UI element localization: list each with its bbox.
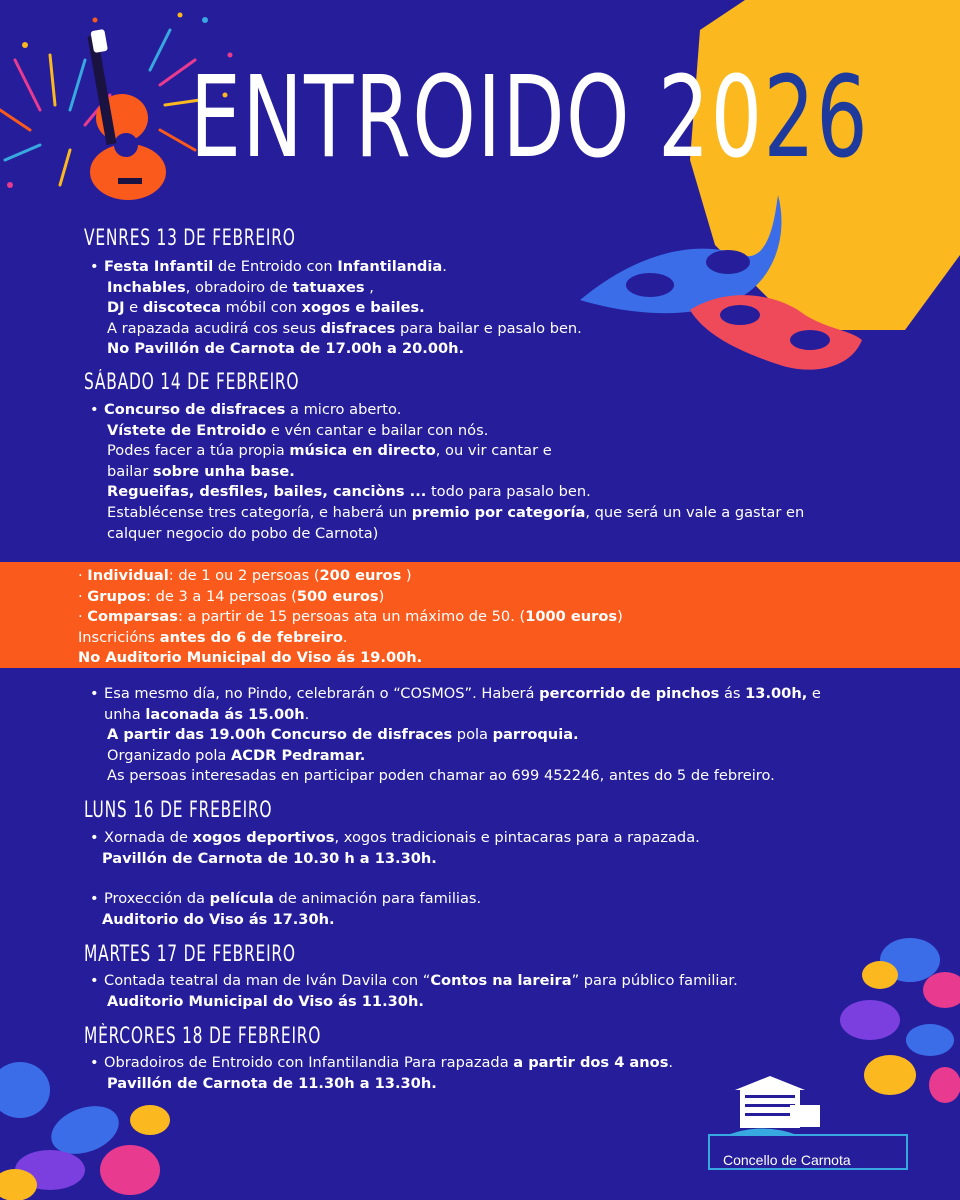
mercores-line-1: • Obradoiros de Entroido con Infantilandia Para rapazada a partir dos 4 anos. (104, 1053, 673, 1074)
categories-block (78, 566, 623, 669)
cosmos-line-2: unha laconada ás 15.00h. (104, 705, 310, 723)
venres-block (104, 257, 582, 360)
luns-line-3: • Proxección da película de animación para familias. (104, 889, 700, 910)
venres-line-4: A rapazada acudirá cos seus disfraces para bailar e pasalo ben. (107, 319, 582, 337)
sabado-line-6: Establécense tres categoría, e haberá un premio por categoría, que será un vale a gastar en (107, 503, 805, 521)
martes-block (104, 971, 738, 1012)
heading-martes: MARTES 17 DE FEBREIRO (84, 942, 296, 967)
color-splash-right-icon (840, 938, 960, 1103)
mercores-line-2: Pavillón de Carnota de 11.30h a 13.30h. (107, 1074, 437, 1092)
sabado-line-1: • Concurso de disfraces a micro aberto. (104, 400, 804, 421)
category-comparsas: · Comparsas: a partir de 15 persoas ata un máximo de 50. (1000 euros) (78, 608, 623, 626)
venres-line-2: Inchables, obradoiro de tatuaxes , (107, 278, 374, 296)
heading-sabado: SÁBADO 14 DE FEBREIRO (84, 370, 300, 395)
title-accent: 26 (763, 53, 869, 183)
luns-line-4: Auditorio do Viso ás 17.30h. (102, 910, 335, 928)
sabado-line-2: Vístete de Entroido e vén cantar e bailar con nós. (107, 421, 489, 439)
cosmos-block (104, 684, 821, 787)
luns-spacer (104, 869, 700, 889)
sabado-line-4: bailar sobre unha base. (107, 462, 295, 480)
venres-line-5: No Pavillón de Carnota de 17.00h a 20.00h. (107, 340, 465, 358)
page-title (190, 53, 869, 183)
band-venue: No Auditorio Municipal do Viso ás 19.00h. (78, 649, 423, 667)
title-main: ENTROIDO 20 (190, 53, 764, 183)
luns-line-2: Pavillón de Carnota de 10.30 h a 13.30h. (102, 849, 437, 867)
inscription-deadline: Inscricións antes do 6 de febreiro. (78, 628, 348, 646)
martes-line-1: • Contada teatral da man de Iván Davila con “Contos na lareira” para público familiar. (104, 971, 738, 992)
heading-mercores: MÈRCORES 18 DE FEBREIRO (84, 1024, 322, 1049)
cosmos-line-4: Organizado pola ACDR Pedramar. (107, 746, 366, 764)
category-grupos: · Grupos: de 3 a 14 persoas (500 euros) (78, 587, 385, 605)
category-individual: · Individual: de 1 ou 2 persoas (200 euros ) (78, 567, 412, 584)
cosmos-line-1: • Esa mesmo día, no Pindo, celebrarán o “COSMOS”. Haberá percorrido de pinchos ás 13.00h, e (104, 684, 821, 705)
cosmos-line-5: As persoas interesadas en participar poden chamar ao 699 452246, antes do 5 de febreiro. (107, 767, 775, 785)
sabado-line-7: calquer negocio do pobo de Carnota) (107, 524, 379, 542)
guitar-icon (88, 29, 166, 200)
sabado-block (104, 400, 804, 544)
sabado-line-3: Podes facer a túa propia música en directo, ou vir cantar e (107, 442, 552, 460)
luns-block (104, 828, 700, 930)
cosmos-line-3: A partir das 19.00h Concurso de disfraces pola parroquia. (107, 726, 579, 744)
logo-text: Concello de Carnota (723, 1152, 851, 1168)
venres-line-3: DJ e discoteca móbil con xogos e bailes. (107, 299, 425, 317)
sabado-line-5: Regueifas, desfiles, bailes, canciòns ... todo para pasalo ben. (107, 483, 591, 501)
categories-band (0, 562, 960, 668)
heading-venres: VENRES 13 DE FEBREIRO (84, 226, 296, 251)
mercores-block (104, 1053, 673, 1094)
venres-line-1: • Festa Infantil de Entroido con Infantilandia. (104, 257, 582, 278)
luns-line-1: • Xornada de xogos deportivos, xogos tradicionais e pintacaras para a rapazada. (104, 828, 700, 849)
martes-line-2: Auditorio Municipal do Viso ás 11.30h. (107, 992, 424, 1010)
heading-luns: LUNS 16 DE FREBEIRO (84, 798, 273, 823)
